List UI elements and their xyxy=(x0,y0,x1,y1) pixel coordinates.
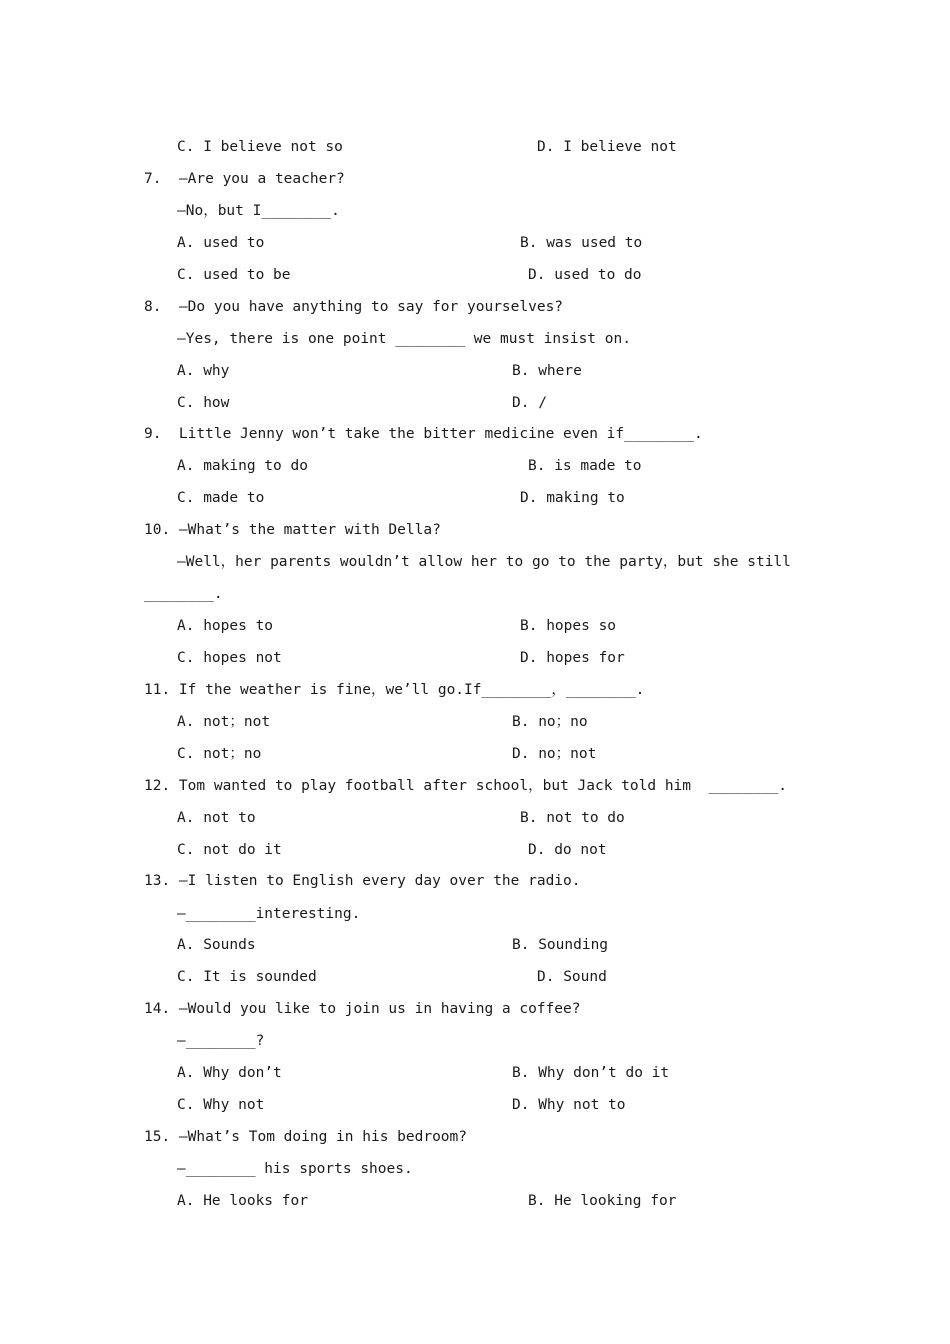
option-line: D. Sound xyxy=(537,969,607,985)
option-line: A. not to xyxy=(177,810,256,826)
option-line: D. making to xyxy=(520,490,625,506)
option-line: A. making to do xyxy=(177,458,308,474)
option-line: B. Why don’t do it xyxy=(512,1065,670,1081)
question-line: 7. —Are you a teacher? xyxy=(144,171,345,187)
question-line: 13. —I listen to English every day over the radio. xyxy=(144,873,581,889)
option-line: B. was used to xyxy=(520,235,643,251)
option-line: D. I believe not xyxy=(537,139,677,155)
option-line: D. / xyxy=(512,395,547,411)
option-line: B. Sounding xyxy=(512,937,609,953)
question-line: 10. —What’s the matter with Della? xyxy=(144,522,441,538)
reply-line: —No，but I________. xyxy=(177,203,340,219)
reply-line: —________? xyxy=(177,1033,265,1049)
option-line: C. not do it xyxy=(177,842,282,858)
option-line: C. Why not xyxy=(177,1097,265,1113)
option-line: C. used to be xyxy=(177,267,291,283)
option-line: A. hopes to xyxy=(177,618,274,634)
option-line: C. I believe not so xyxy=(177,139,343,155)
option-line: C. made to xyxy=(177,490,265,506)
option-line: B. no；no xyxy=(512,714,588,730)
reply-line: —Yes, there is one point ________ we must insist on. xyxy=(177,331,631,347)
reply-line: —Well，her parents wouldn’t allow her to go to the party，but she still xyxy=(177,554,791,570)
question-line: 11. If the weather is fine，we’ll go.If________，________. xyxy=(144,682,645,698)
question-line: 9. Little Jenny won’t take the bitter medicine even if________. xyxy=(144,426,703,442)
option-line: B. where xyxy=(512,363,582,379)
option-line: A. used to xyxy=(177,235,265,251)
option-line: A. Sounds xyxy=(177,937,256,953)
option-line: D. no；not xyxy=(512,746,597,762)
option-line: B. is made to xyxy=(528,458,642,474)
option-line: D. Why not to xyxy=(512,1097,626,1113)
option-line: A. not；not xyxy=(177,714,271,730)
option-line: C. not；no xyxy=(177,746,262,762)
option-line: D. do not xyxy=(528,842,607,858)
option-line: A. He looks for xyxy=(177,1193,308,1209)
option-line: B. He looking for xyxy=(528,1193,677,1209)
option-line: A. Why don’t xyxy=(177,1065,282,1081)
reply-line: ________. xyxy=(144,586,223,602)
option-line: D. used to do xyxy=(528,267,642,283)
option-line: C. hopes not xyxy=(177,650,282,666)
question-line: 14. —Would you like to join us in having a coffee? xyxy=(144,1001,581,1017)
reply-line: —________ his sports shoes. xyxy=(177,1161,413,1177)
reply-line: —________interesting. xyxy=(177,906,361,922)
option-line: C. It is sounded xyxy=(177,969,317,985)
option-line: D. hopes for xyxy=(520,650,625,666)
question-line: 8. —Do you have anything to say for yourselves? xyxy=(144,299,564,315)
question-line: 15. —What’s Tom doing in his bedroom? xyxy=(144,1129,468,1145)
option-line: B. hopes so xyxy=(520,618,617,634)
option-line: A. why xyxy=(177,363,230,379)
question-line: 12. Tom wanted to play football after school，but Jack told him ________. xyxy=(144,778,788,794)
option-line: B. not to do xyxy=(520,810,625,826)
option-line: C. how xyxy=(177,395,230,411)
